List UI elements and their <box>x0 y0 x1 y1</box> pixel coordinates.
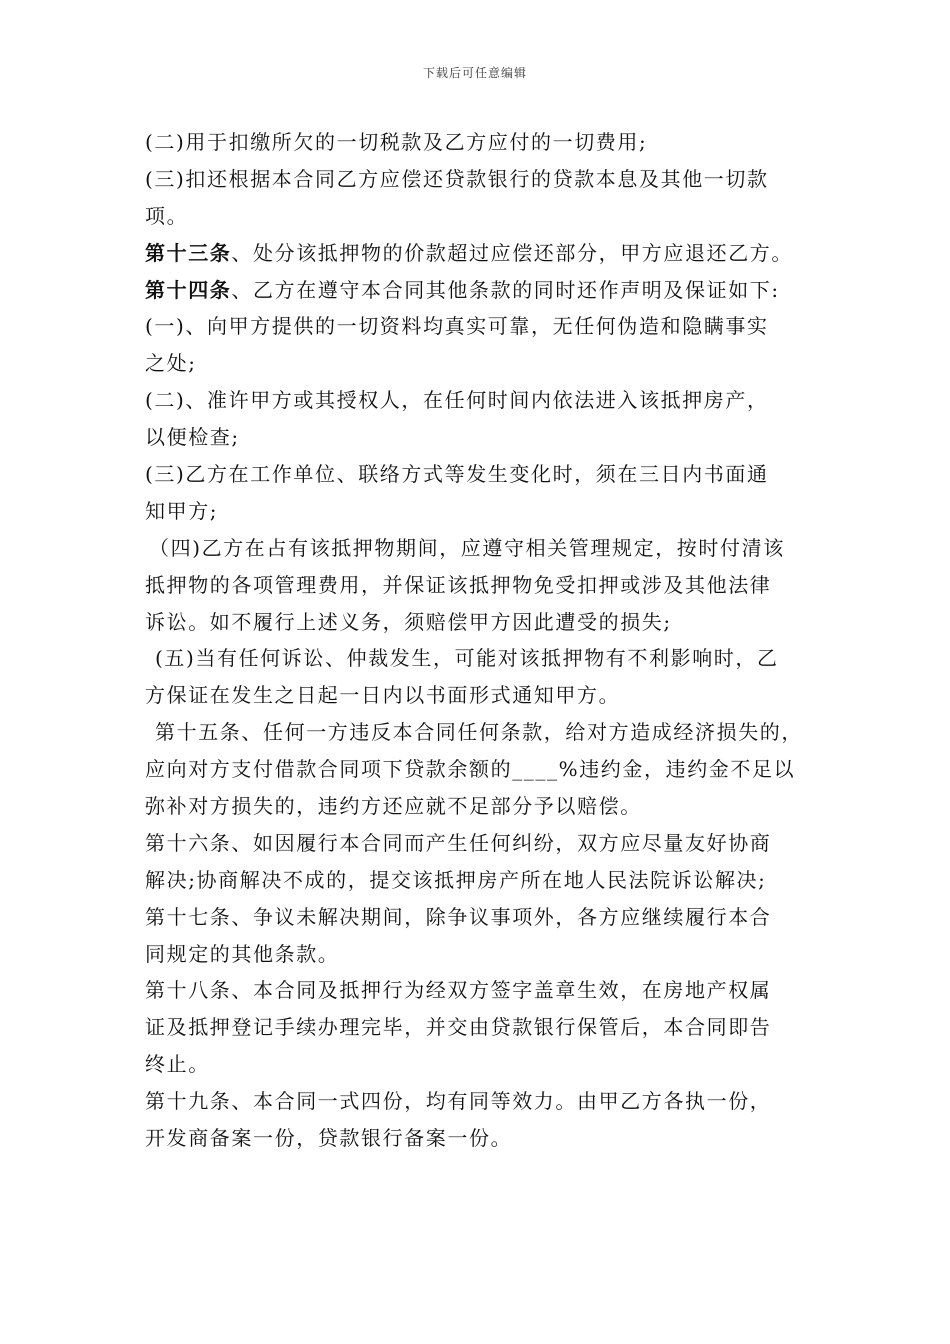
text-line: 项。 <box>145 203 189 228</box>
text-line: 方保证在发生之日起一日内以书面形式通知甲方。 <box>145 683 621 708</box>
text-line: 知甲方; <box>145 498 219 523</box>
text-line: 解决;协商解决不成的，提交该抵押房产所在地人民法院诉讼解决; <box>145 867 767 892</box>
text-line: 同规定的其他条款。 <box>145 941 340 966</box>
text-line: 弥补对方损失的，违约方还应就不足部分予以赔偿。 <box>145 794 642 819</box>
text-line: (三)扣还根据本合同乙方应偿还贷款银行的贷款本息及其他一切款 <box>145 166 769 191</box>
article-13: 第十三条、处分该抵押物的价款超过应偿还部分，甲方应退还乙方。 <box>145 240 794 265</box>
text-line: 抵押物的各项管理费用，并保证该抵押物免受扣押或涉及其他法律 <box>145 572 772 597</box>
article-17: 第十七条、争议未解决期间，除争议事项外，各方应继续履行本合 <box>145 904 772 929</box>
text-line: 终止。 <box>145 1052 210 1077</box>
article-18: 第十八条、本合同及抵押行为经双方签字盖章生效，在房地产权属 <box>145 978 772 1003</box>
text-line: (一)、向甲方提供的一切资料均真实可靠，无任何伪造和隐瞒事实 <box>145 314 769 339</box>
text-line: (二)、准许甲方或其授权人，在任何时间内依法进入该抵押房产， <box>145 388 769 413</box>
text-line: 应向对方支付借款合同项下贷款余额的____%违约金，违约金不足以 <box>145 757 796 782</box>
article-heading: 第十四条 <box>145 277 232 302</box>
article-15: 第十五条、任何一方违反本合同任何条款，给对方造成经济损失的， <box>155 720 803 745</box>
text-line: （四)乙方在占有该抵押物期间，应遵守相关管理规定，按时付清该 <box>149 535 785 560</box>
article-19: 第十九条、本合同一式四份，均有同等效力。由甲乙方各执一份， <box>145 1089 772 1114</box>
text-line: 诉讼。如不履行上述义务，须赔偿甲方因此遭受的损失; <box>145 609 672 634</box>
text-line: (五)当有任何诉讼、仲裁发生，可能对该抵押物有不利影响时，乙 <box>155 646 779 671</box>
text-line: 开发商备案一份，贷款银行备案一份。 <box>145 1126 513 1151</box>
article-16: 第十六条、如因履行本合同而产生任何纠纷，双方应尽量友好协商 <box>145 830 772 855</box>
article-14: 第十四条、乙方在遵守本合同其他条款的同时还作声明及保证如下: <box>145 277 780 302</box>
text-line: 之处; <box>145 351 197 376</box>
text-line: 以便检查; <box>145 425 240 450</box>
text-line: (三)乙方在工作单位、联络方式等发生变化时，须在三日内书面通 <box>145 462 769 487</box>
text-line: (二)用于扣缴所欠的一切税款及乙方应付的一切费用; <box>145 130 648 154</box>
page-header: 下载后可任意编辑 <box>422 66 527 80</box>
article-heading: 第十三条 <box>145 240 232 265</box>
text-line: 证及抵押登记手续办理完毕，并交由贷款银行保管后，本合同即告 <box>145 1015 772 1040</box>
document-body <box>145 124 817 1157</box>
